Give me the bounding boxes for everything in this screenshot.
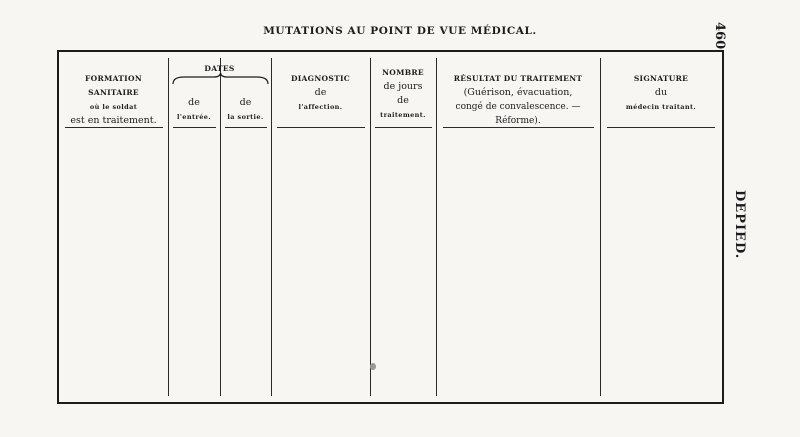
paper-stain — [370, 363, 376, 370]
side-margin-label: DEPIED. — [732, 190, 747, 260]
header-underline — [225, 127, 267, 128]
header-nombre-jours: NOMBRE de jours de traitement. — [380, 68, 426, 119]
header-signature: SIGNATURE du médecin traitant. — [625, 74, 697, 111]
page-title: MUTATIONS AU POINT DE VUE MÉDICAL. — [263, 25, 537, 37]
form-table — [57, 50, 724, 404]
header-date-entree: de l'entrée. — [177, 97, 211, 121]
dates-brace — [172, 72, 269, 86]
header-underline — [607, 127, 715, 128]
header-diagnostic: DIAGNOSTIC de l'affection. — [290, 74, 351, 111]
header-dates: DATES — [204, 64, 235, 73]
header-underline — [375, 127, 432, 128]
page-number: 460 — [712, 22, 727, 50]
header-date-sortie: de la sortie. — [227, 97, 264, 121]
header-formation: FORMATION SANITAIRE où le soldat est en traitement. — [70, 74, 157, 126]
header-resultat: RÉSULTAT DU TRAITEMENT (Guérison, évacuation, congé de convalescence. — Réforme). — [453, 74, 583, 126]
header-underline — [277, 127, 365, 128]
header-underline — [173, 127, 216, 128]
